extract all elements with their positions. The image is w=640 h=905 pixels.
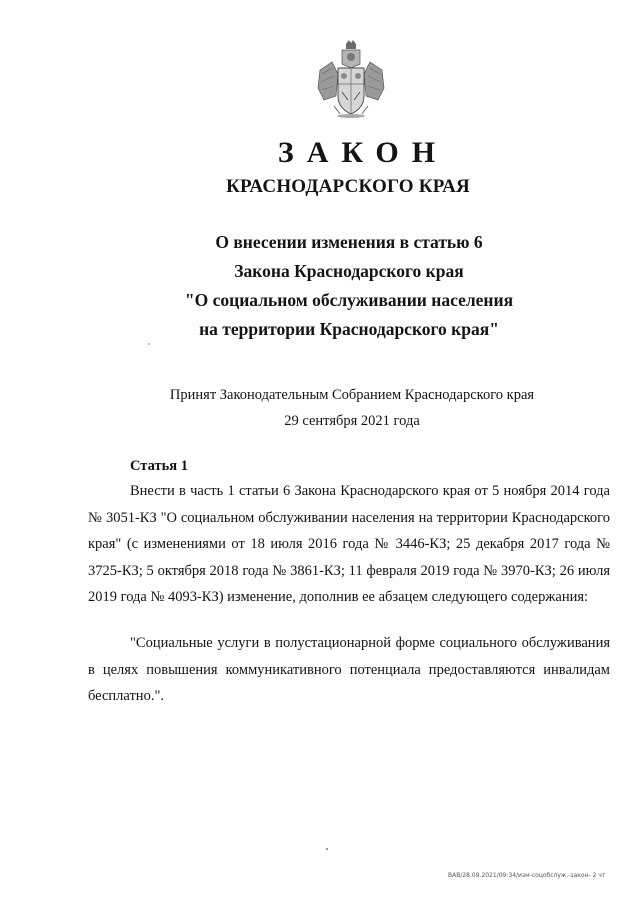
- law-title: ЗАКОН: [277, 136, 449, 169]
- adoption-date: 29 сентября 2021 года: [284, 413, 420, 429]
- coat-of-arms-emblem: [316, 40, 386, 118]
- scan-speck: [148, 343, 150, 345]
- region-subtitle: КРАСНОДАРСКОГО КРАЯ: [226, 176, 470, 197]
- article-paragraph: Внести в часть 1 статьи 6 Закона Краснодарского края от 5 ноября 2014 года № 3051-КЗ "О социальном обслуживании населения на территории Краснодарского края" (с изменениями от 18 июля 2016 года № 3446-КЗ; 25 декабря 2017 года № 3725-КЗ; 5 октября 2018 года № 3861-КЗ; 11 февраля 2019 года № 3970-КЗ; 26 июля 2019 года № 4093-КЗ) изменение, дополнив ее абзацем следующего содержания:: [88, 483, 610, 605]
- adoption-note: [0, 382, 640, 434]
- law-name-line: на территории Краснодарского края": [199, 319, 499, 339]
- law-name-line: О внесении изменения в статью 6: [215, 232, 483, 252]
- law-name-line: Закона Краснодарского края: [234, 261, 464, 281]
- law-name-line: "О социальном обслуживании населения: [184, 290, 514, 310]
- article-paragraph: "Социальные услуги в полустационарной форме социального обслуживания в целях повышения коммуникативного потенциала предоставляются инвалидам бесплатно.".: [88, 635, 610, 704]
- article-heading: Статья 1: [130, 458, 188, 474]
- scan-speck: [326, 848, 328, 850]
- document-footer-code: ВАВ/28.09.2021/09:34/изм-соцобслуж.-закон- 2 чт: [448, 872, 606, 879]
- law-name: [0, 228, 640, 344]
- adoption-line: Принят Законодательным Собранием Краснодарского края: [169, 387, 535, 403]
